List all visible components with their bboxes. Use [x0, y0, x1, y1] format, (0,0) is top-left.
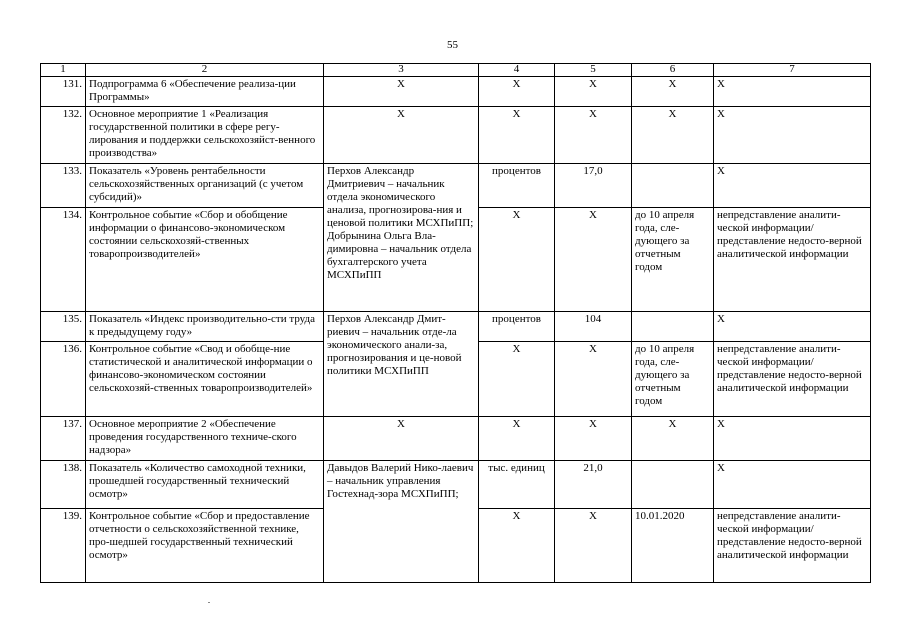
unit-cell: Х — [479, 342, 555, 417]
col-header: 2 — [86, 64, 324, 77]
row-name: Показатель «Количество самоходной техники, прошедшей государственный технический осмотр» — [86, 461, 324, 509]
deadline-cell — [632, 461, 714, 509]
value-cell: 104 — [555, 312, 632, 342]
unit-cell: Х — [479, 77, 555, 107]
deadline-cell: Х — [632, 107, 714, 164]
col-header: 4 — [479, 64, 555, 77]
value-cell: Х — [555, 509, 632, 583]
deadline-cell — [632, 312, 714, 342]
row-number: 131. — [41, 77, 86, 107]
consequence-cell: Х — [714, 461, 871, 509]
deadline-cell: Х — [632, 77, 714, 107]
row-name: Основное мероприятие 2 «Обеспечение проведения государственного техниче-ского надзора» — [86, 417, 324, 461]
page-number: 55 — [447, 39, 458, 51]
table-row — [41, 312, 871, 342]
consequence-cell: Х — [714, 107, 871, 164]
unit-cell: Х — [479, 417, 555, 461]
deadline-cell — [632, 164, 714, 208]
consequence-cell: Х — [714, 417, 871, 461]
scan-speck — [208, 602, 210, 603]
responsible-cell: Х — [324, 107, 479, 164]
deadline-cell: Х — [632, 417, 714, 461]
deadline-cell: 10.01.2020 — [632, 509, 714, 583]
row-number: 135. — [41, 312, 86, 342]
deadline-cell: до 10 апреля года, сле-дующего за отчетным годом — [632, 208, 714, 312]
row-number: 137. — [41, 417, 86, 461]
col-header: 6 — [632, 64, 714, 77]
consequence-cell: Х — [714, 312, 871, 342]
consequence-cell: непредставление аналити-ческой информации/ представление недосто-верной аналитической информации — [714, 342, 871, 417]
responsible-cell: Перхов Александр Дмитриевич – начальник отдела экономического анализа, прогнозирова-ния и ценовой политики МСХПиПП; Добрынина Ольга Вла-димировна – начальник отдела бухгалтерского учета МСХПиПП — [324, 164, 479, 312]
unit-cell: Х — [479, 107, 555, 164]
consequence-cell: непредставление аналити-ческой информации/ представление недосто-верной аналитической информации — [714, 208, 871, 312]
unit-cell: процентов — [479, 312, 555, 342]
row-name: Основное мероприятие 1 «Реализация государственной политики в сфере регу-лирования и поддержки сельскохозяйст-венного производства» — [86, 107, 324, 164]
table-row — [41, 77, 871, 107]
unit-cell: тыс. единиц — [479, 461, 555, 509]
col-header: 5 — [555, 64, 632, 77]
col-header: 3 — [324, 64, 479, 77]
table-row — [41, 417, 871, 461]
table-row — [41, 107, 871, 164]
value-cell: Х — [555, 342, 632, 417]
value-cell: 17,0 — [555, 164, 632, 208]
row-name: Подпрограмма 6 «Обеспечение реализа-ции Программы» — [86, 77, 324, 107]
responsible-cell: Перхов Александр Дмит-риевич – начальник отде-ла экономического анали-за, прогнозирования и це-новой политики МСХПиПП — [324, 312, 479, 417]
row-name: Показатель «Уровень рентабельности сельскохозяйственных организаций (с учетом субсидий)» — [86, 164, 324, 208]
value-cell: Х — [555, 107, 632, 164]
row-name: Показатель «Индекс производительно-сти труда к предыдущему году» — [86, 312, 324, 342]
col-header: 7 — [714, 64, 871, 77]
responsible-cell: Х — [324, 77, 479, 107]
row-name: Контрольное событие «Свод и обобще-ние статистической и аналитической информации о финансово-экономическом состоянии сельскохозяй-ственных товаропроизводителей» — [86, 342, 324, 417]
consequence-cell: Х — [714, 77, 871, 107]
row-number: 136. — [41, 342, 86, 417]
row-number: 133. — [41, 164, 86, 208]
control-events-table — [40, 63, 871, 583]
row-name: Контрольное событие «Сбор и обобщение информации о финансово-экономическом состоянии сельскохозяй-ственных товаропроизводителей» — [86, 208, 324, 312]
table-row — [41, 164, 871, 208]
deadline-cell: до 10 апреля года, сле-дующего за отчетным годом — [632, 342, 714, 417]
unit-cell: Х — [479, 208, 555, 312]
value-cell: Х — [555, 77, 632, 107]
value-cell: Х — [555, 417, 632, 461]
responsible-cell: Х — [324, 417, 479, 461]
responsible-cell: Давыдов Валерий Нико-лаевич – начальник управления Гостехнад-зора МСХПиПП; — [324, 461, 479, 583]
row-number: 139. — [41, 509, 86, 583]
consequence-cell: непредставление аналити-ческой информации/ представление недосто-верной аналитической информации — [714, 509, 871, 583]
value-cell: Х — [555, 208, 632, 312]
col-header: 1 — [41, 64, 86, 77]
row-number: 134. — [41, 208, 86, 312]
consequence-cell: Х — [714, 164, 871, 208]
row-number: 132. — [41, 107, 86, 164]
row-number: 138. — [41, 461, 86, 509]
table-row — [41, 461, 871, 509]
row-name: Контрольное событие «Сбор и предоставление отчетности о сельскохозяйственной технике, про-шедшей государственный технический осмотр» — [86, 509, 324, 583]
table-header-row — [41, 64, 871, 77]
value-cell: 21,0 — [555, 461, 632, 509]
unit-cell: Х — [479, 509, 555, 583]
unit-cell: процентов — [479, 164, 555, 208]
